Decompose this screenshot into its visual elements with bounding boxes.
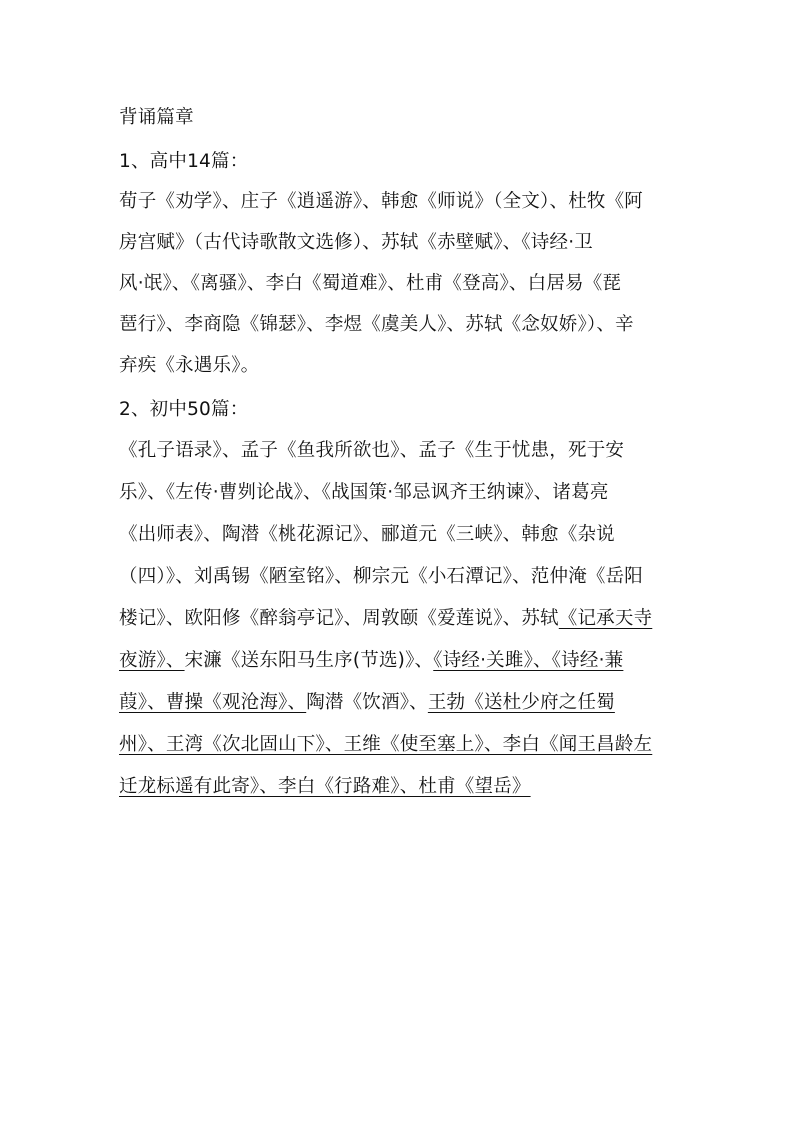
middle-school-line-2 xyxy=(119,480,609,506)
underlined-text: 夜游》、 xyxy=(119,650,185,671)
line-text: 楼记》、欧阳修《醉翁亭记》、周敦颐《爱莲说》、苏轼 xyxy=(119,608,559,629)
high-school-line-2: 房宫赋》（古代诗歌散文选修）、苏轼《赤壁赋》、《诗经·卫 xyxy=(119,232,593,253)
line-text: 乐》、《左传·曹刿论战》、《战国策·邹忌讽齐王纳谏》、诸葛亮 xyxy=(119,482,609,503)
underlined-text: 《记承天寺 xyxy=(558,608,653,629)
line-text: 《孔子语录》、孟子《鱼我所欲也》、孟子《生于忧患，死于安 xyxy=(119,440,625,461)
section-heading-middle-school: 2、初中50篇： xyxy=(119,399,249,420)
underlined-text: 葭》、曹操《观沧海》、 xyxy=(119,692,307,713)
high-school-line-1: 荀子《劝学》、庄子《逍遥游》、韩愈《师说》（全文）、杜牧《阿 xyxy=(119,191,644,212)
line-text: （四）》、刘禹锡《陋室铭》、柳宗元《小石潭记》、范仲淹《岳阳 xyxy=(119,566,644,587)
middle-school-line-5 xyxy=(119,606,652,632)
line-text: 宋濂《送东阳马生序(节选)》、 xyxy=(184,650,434,671)
middle-school-line-9 xyxy=(119,774,531,800)
underlined-text: 州》、王湾《次北固山下》、王维《使至塞上》、李白《闻王昌龄左 xyxy=(119,734,653,755)
middle-school-line-8 xyxy=(119,732,652,758)
middle-school-line-3 xyxy=(119,522,615,548)
middle-school-line-6 xyxy=(119,648,623,674)
line-text: 陶潜《饮酒》、 xyxy=(306,692,428,713)
high-school-line-5: 弃疾《永遇乐》。 xyxy=(119,355,260,376)
underlined-text: 《诗经·关雎》、《诗经·蒹 xyxy=(433,650,624,671)
middle-school-line-7 xyxy=(119,690,615,716)
high-school-line-3: 风·氓》、《离骚》、李白《蜀道难》、杜甫《登高》、白居易《琵 xyxy=(119,273,622,294)
section-heading-high-school: 1、高中14篇： xyxy=(119,151,249,172)
middle-school-line-1 xyxy=(119,438,624,464)
middle-school-line-4 xyxy=(119,564,643,590)
underlined-text: 王勃《送杜少府之任蜀 xyxy=(427,692,615,713)
page-title: 背诵篇章 xyxy=(119,107,194,128)
high-school-line-4: 琶行》、李商隐《锦瑟》、李煜《虞美人》、苏轼《念奴娇》）、辛 xyxy=(119,314,634,335)
underlined-text: 迁龙标遥有此寄》、李白《行路难》、杜甫《望岳》 xyxy=(119,776,531,797)
line-text: 《出师表》、陶潜《桃花源记》、郦道元《三峡》、韩愈《杂说 xyxy=(119,524,615,545)
